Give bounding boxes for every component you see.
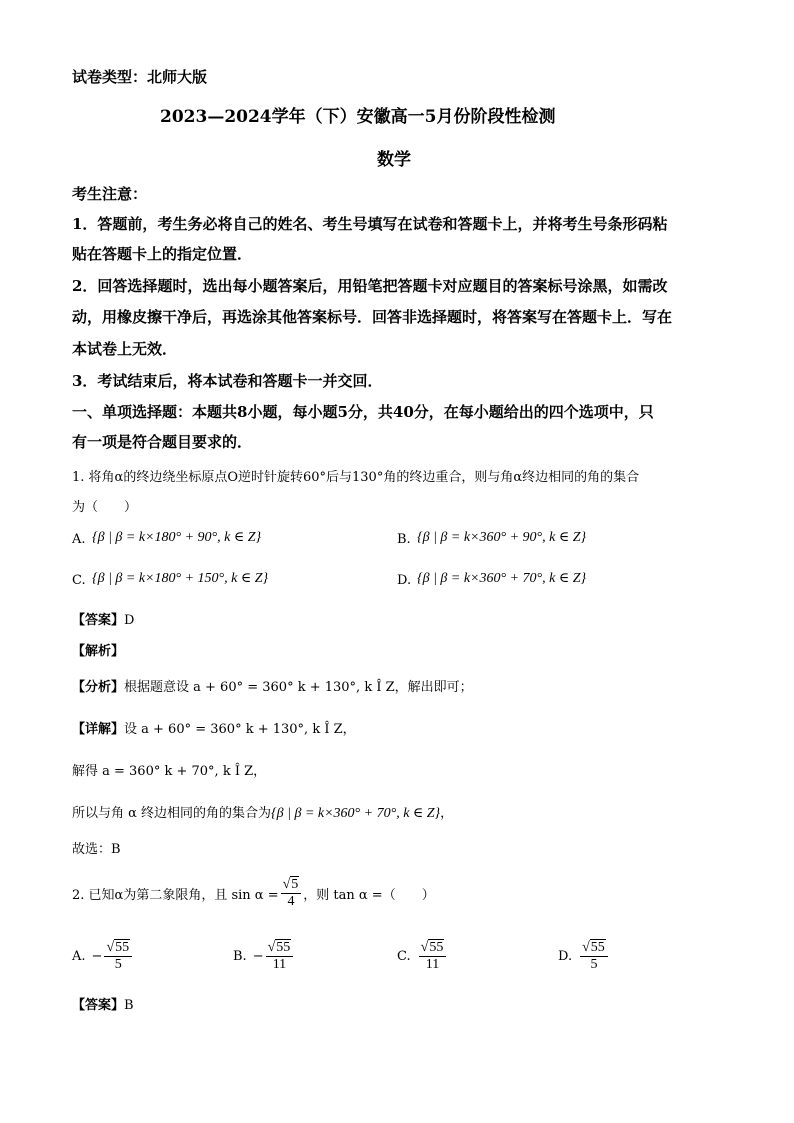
q2-option-b-sign: − <box>252 948 264 964</box>
q1-choose-line: 故选：B <box>72 842 121 857</box>
paper-type: 试卷类型：北师大版 <box>72 68 208 86</box>
q2-option-c <box>397 936 448 976</box>
q2-sin-den: 4 <box>287 893 295 909</box>
q2-option-c-num: 55 <box>429 940 444 956</box>
notes-item-2-line-3: 本试卷上无效． <box>72 340 178 358</box>
q2-option-b-den: 11 <box>272 956 287 972</box>
q1-option-c-expr: {β | β = k×180° + 150°, k ∈ Z} <box>92 571 269 586</box>
q1-xiangjie-text: 设 a + 60° = 360° k + 130°, k Î Z， <box>124 722 356 737</box>
q2-option-d-num: 55 <box>590 940 605 956</box>
q2-option-d-label: D. <box>558 948 573 964</box>
q2-option-c-label: C. <box>397 948 411 964</box>
section-1-line-1: 一、单项选择题：本题共8小题，每小题5分，共40分，在每小题给出的四个选项中，只 <box>72 403 654 421</box>
q1-fenxi-tag: 【分析】 <box>72 680 125 695</box>
section-1-line-2: 有一项是符合题目要求的． <box>72 433 253 451</box>
q2-stem <box>72 873 435 913</box>
q2-option-b-label: B. <box>233 948 247 964</box>
q1-option-b-expr: {β | β = k×360° + 90°, k ∈ Z} <box>417 530 587 545</box>
notes-item-2-line-1: 2．回答选择题时，选出每小题答案后，用铅笔把答题卡对应题目的答案标号涂黑，如需改 <box>72 277 668 295</box>
q2-answer-tag: 【答案】 <box>72 998 125 1013</box>
q1-option-c-label: C. <box>72 573 86 588</box>
q1-xiangjie-tag: 【详解】 <box>72 722 125 737</box>
q1-fenxi-text: 根据题意设 a + 60° = 360° k + 130°, k Î Z，解出即可； <box>124 680 473 695</box>
q1-answer-line <box>72 609 134 628</box>
q2-answer-line <box>72 994 134 1013</box>
q2-option-c-den: 11 <box>425 956 440 972</box>
page-title: 2023—2024学年（下）安徽高一5月份阶段性检测 <box>160 107 556 127</box>
q1-option-a-label: A. <box>72 532 86 547</box>
q1-stem-line-1: 1. 将角α的终边绕坐标原点O逆时针旋转60°后与130°角的终边重合，则与角α终边相同的角的集合 <box>72 470 640 485</box>
q2-option-d-den: 5 <box>590 956 598 972</box>
q2-option-a <box>72 936 134 976</box>
q2-option-c-fraction: $\frac{√55}{11}$ <box>419 940 447 972</box>
q1-conclusion-text: 所以与角 α 终边相同的角的集合为 <box>72 806 272 821</box>
q1-option-b-label: B. <box>397 532 411 547</box>
notes-heading: 考生注意： <box>72 185 148 203</box>
q2-option-a-den: 5 <box>114 956 122 972</box>
q1-option-d-expr: {β | β = k×360° + 70°, k ∈ Z} <box>417 571 587 586</box>
q1-solve-line: 解得 a = 360° k + 70°, k Î Z， <box>72 764 267 779</box>
notes-item-1-line-1: 1．答题前，考生务必将自己的姓名、考生号填写在试卷和答题卡上，并将考生号条形码粘 <box>72 215 668 233</box>
q1-conclusion-line <box>72 802 453 822</box>
q2-option-b-num: 55 <box>276 940 291 956</box>
q2-option-a-num: 55 <box>115 940 130 956</box>
q2-option-d <box>558 936 610 976</box>
q2-answer-value: B <box>124 998 134 1013</box>
notes-item-1-line-2: 贴在答题卡上的指定位置． <box>72 245 253 263</box>
q1-fenxi-line <box>72 676 473 695</box>
q1-option-d-label: D. <box>397 573 412 588</box>
q2-option-b-fraction: $\frac{√55}{11}$ <box>266 940 294 972</box>
notes-item-3: 3．考试结束后，将本试卷和答题卡一并交回． <box>72 372 383 390</box>
q2-sin-fraction: $\frac{√5}{4}$ <box>281 877 302 909</box>
q1-conclusion-end: ， <box>440 806 454 821</box>
q1-answer-tag: 【答案】 <box>72 613 125 628</box>
q2-option-d-fraction: $\frac{√55}{5}$ <box>580 940 608 972</box>
q1-conclusion-expr: {β | β = k×360° + 70°, k ∈ Z} <box>271 806 441 821</box>
q2-sin-num: 5 <box>291 877 299 893</box>
q2-stem-post: ，则 tan α =（ ） <box>303 887 435 903</box>
q2-option-a-label: A. <box>72 948 86 964</box>
q1-stem-line-2: 为（ ） <box>72 500 138 515</box>
q2-stem-pre: 2. 已知α为第二象限角，且 sin α = <box>72 887 279 903</box>
q2-option-b <box>233 936 295 976</box>
notes-item-2-line-2: 动，用橡皮擦干净后，再选涂其他答案标号．回答非选择题时，将答案写在答题卡上．写在 <box>72 308 673 326</box>
q1-xiangjie-line <box>72 718 356 737</box>
q2-option-a-sign: − <box>91 948 103 964</box>
q1-option-a-expr: {β | β = k×180° + 90°, k ∈ Z} <box>92 530 262 545</box>
q1-analysis-tag: 【解析】 <box>72 644 125 659</box>
subject-title: 数学 <box>377 150 411 170</box>
q1-answer-value: D <box>124 613 135 628</box>
q2-option-a-fraction: $\frac{√55}{5}$ <box>104 940 132 972</box>
